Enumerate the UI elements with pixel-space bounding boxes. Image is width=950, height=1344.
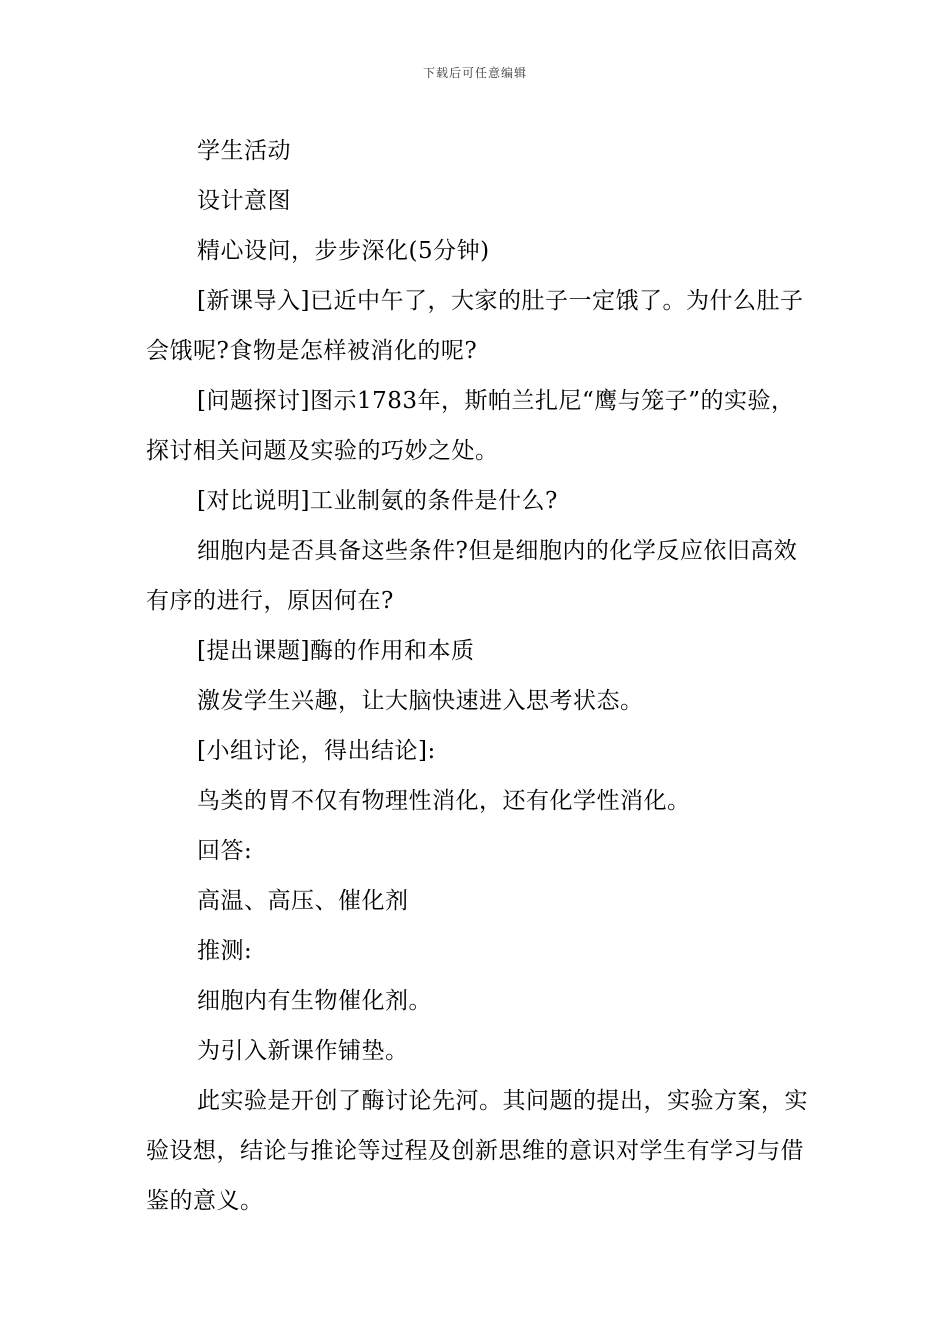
paragraph-answer: 高温、高压、催化剂 (197, 888, 409, 914)
paragraph-answer-label: 回答: (197, 838, 253, 864)
paragraph-bird-stomach: 鸟类的胃不仅有物理性消化，还有化学性消化。 (197, 788, 691, 814)
paragraph-student-activity: 学生活动 (197, 138, 291, 164)
paragraph-questioning: 精心设问，步步深化(5分钟) (197, 238, 490, 264)
paragraph-inference-label: 推测: (197, 938, 253, 964)
paragraph-interest: 激发学生兴趣，让大脑快速进入思考状态。 (197, 688, 644, 714)
document-body (146, 126, 810, 1226)
paragraph-comparison: [对比说明]工业制氨的条件是什么? (197, 488, 558, 514)
paragraph-group-discussion: [小组讨论，得出结论]: (197, 738, 436, 764)
paragraph-groundwork: 为引入新课作铺垫。 (197, 1038, 409, 1064)
paragraph-topic: [提出课题]酶的作用和本质 (197, 638, 475, 664)
paragraph-new-lesson-intro: [新课导入]已近中午了，大家的肚子一定饿了。为什么肚子会饿呢?食物是怎样被消化的呢? (146, 288, 804, 364)
page-header: 下载后可任意编辑 (422, 66, 527, 80)
paragraph-problem-discussion: [问题探讨]图示1783年，斯帕兰扎尼“鹰与笼子”的实验，探讨相关问题及实验的巧妙之处。 (146, 388, 795, 464)
paragraph-design-intent: 设计意图 (197, 188, 291, 214)
paragraph-inference: 细胞内有生物催化剂。 (197, 988, 432, 1014)
paragraph-cell-conditions: 细胞内是否具备这些条件?但是细胞内的化学反应依旧高效有序的进行，原因何在? (146, 538, 798, 614)
paragraph-experiment-significance: 此实验是开创了酶讨论先河。其问题的提出，实验方案，实验设想，结论与推论等过程及创新思维的意识对学生有学习与借鉴的意义。 (146, 1088, 808, 1214)
